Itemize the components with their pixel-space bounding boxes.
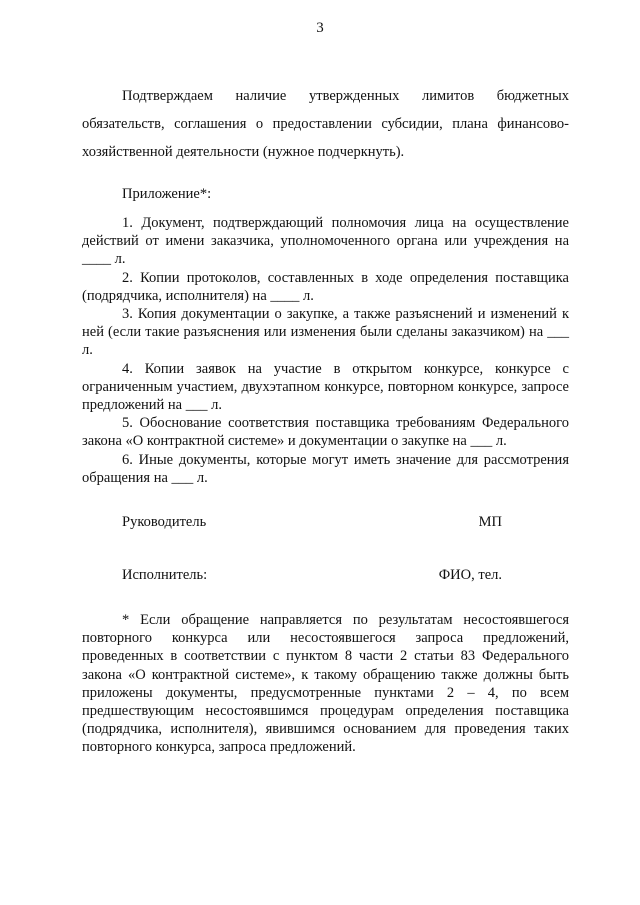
head-label: Руководитель [122,514,207,530]
appendix-item: 5. Обоснование соответствия поставщика требованиям Федерального закона «О контрактной системе» и документации о закупке на ___ л. [82,415,569,450]
stamp-label: МП [478,514,502,530]
appendix-item: 2. Копии протоколов, составленных в ходе определения поставщика (подрядчика, исполнителя) на ____ л. [82,269,569,304]
footnote: * Если обращение направляется по результатам несостоявшегося повторного конкурса или несостоявшегося запроса предложений, проведенных в соответствии с пунктом 8 части 2 статьи 83 Федерального закона «О контрактной системе», к такому обращению также должны быть приложены документы, предусмотренные пунктами 2 – 4, по всем предшествующим несостоявшимся процедурам определения поставщика (подрядчика, исполнителя), явившимся основанием для проведения таких повторного конкурса, запроса предложений. [82,612,569,756]
appendix-item: 1. Документ, подтверждающий полномочия лица на осуществление действий от имени заказчика, уполномоченного органа или учреждения на ____ л. [82,215,569,268]
page-number: 3 [316,20,324,36]
executor-label: Исполнитель: [122,567,208,583]
appendix-item: 4. Копии заявок на участие в открытом конкурсе, конкурсе с ограниченным участием, двухэтапном конкурсе, повторном конкурсе, запросе предложений на ___ л. [82,360,569,414]
appendix-item: 6. Иные документы, которые могут иметь значение для рассмотрения обращения на ___ л. [82,451,569,486]
head-signature-row [122,514,502,531]
confirmation-paragraph: Подтверждаем наличие утвержденных лимитов бюджетных обязательств, соглашения о предоставлении субсидии, плана финансово-хозяйственной деятельности (нужное подчеркнуть). [82,88,569,160]
appendix-title: Приложение*: [122,186,212,202]
executor-signature-row [122,567,502,584]
contact-label: ФИО, тел. [438,567,502,583]
appendix-item: 3. Копия документации о закупке, а также разъяснений и изменений к ней (если такие разъяснения или изменения были сделаны заказчиком) на ___ л. [82,306,569,359]
appendix-list [82,214,569,487]
